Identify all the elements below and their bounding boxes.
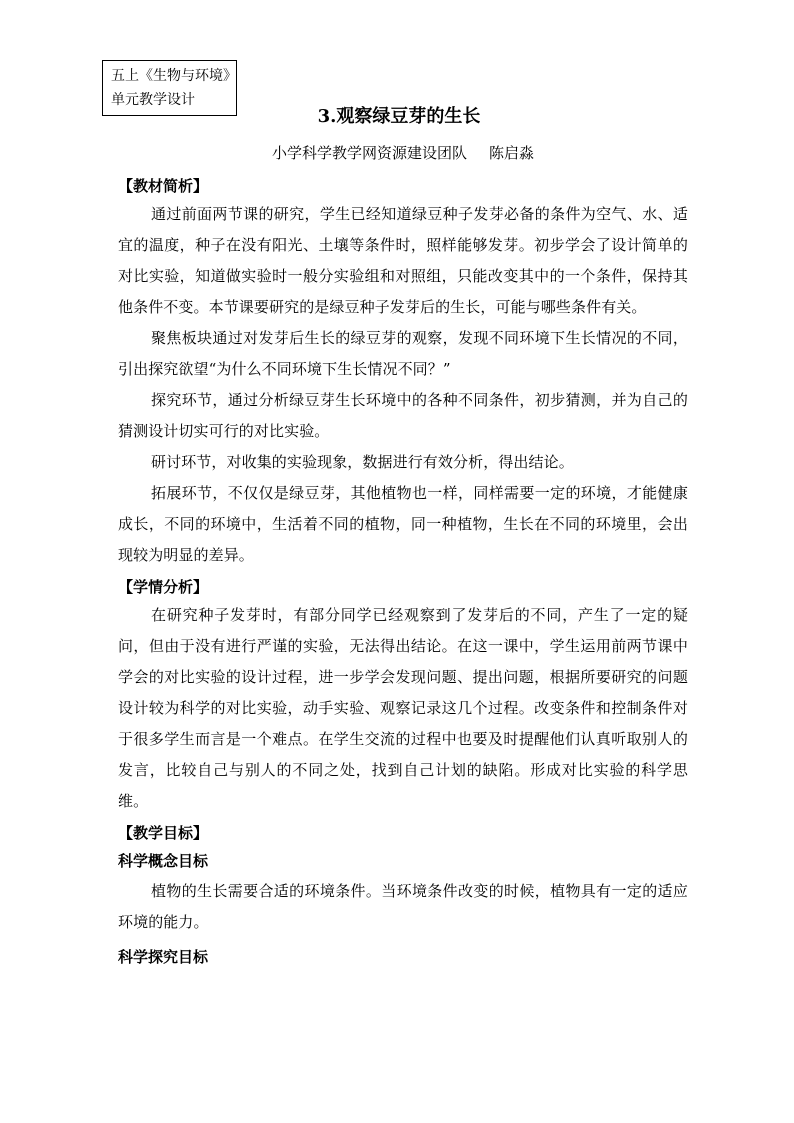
lesson-title-text: 3.观察绿豆芽的生长 bbox=[317, 106, 481, 127]
learner-analysis-paragraph: 在研究种子发芽时，有部分同学已经观察到了发芽后的不同，产生了一定的疑问，但由于没有进行严谨的实验，无法得出结论。在这一课中，学生运用前两节课中学会的对比实验的设计过程，进一步学会发现问题、提出问题，根据所要研究的问题设计较为科学的对比实验，动手实验、观察记录这几个过程。改变条件和控制条件对于很多学生而言是一个难点。在学生交流的过程中也要及时提醒他们认真听取别人的发言，比较自己与别人的不同之处，找到自己计划的缺陷。形成对比实验的科学思维。 bbox=[118, 606, 688, 810]
learner-analysis-heading: 【学情分析】 bbox=[118, 578, 209, 596]
textbook-paragraph-2: 聚焦板块通过对发芽后生长的绿豆芽的观察，发现不同环境下生长情况的不同，引出探究欲望“为什么不同环境下生长情况不同？” bbox=[118, 329, 688, 378]
author-line bbox=[272, 140, 534, 166]
author-name: 陈启淼 bbox=[489, 144, 535, 162]
science-concept-goal-heading: 科学概念目标 bbox=[118, 852, 209, 870]
textbook-analysis-heading: 【教材简析】 bbox=[118, 177, 209, 195]
textbook-paragraph-1: 通过前面两节课的研究，学生已经知道绿豆种子发芽必备的条件为空气、水、适宜的温度，种子在没有阳光、土壤等条件时，照样能够发芽。初步学会了设计简单的对比实验，知道做实验时一般分实验组和对照组，只能改变其中的一个条件，保持其他条件不变。本节课要研究的是绿豆种子发芽后的生长，可能与哪些条件有关。 bbox=[118, 205, 688, 316]
science-concept-goal-paragraph: 植物的生长需要合适的环境条件。当环境条件改变的时候，植物具有一定的适应环境的能力。 bbox=[118, 882, 688, 931]
lesson-title bbox=[0, 102, 794, 132]
textbook-paragraph-5: 拓展环节，不仅仅是绿豆芽，其他植物也一样，同样需要一定的环境，才能健康成长，不同的环境中，生活着不同的植物，同一种植物，生长在不同的环境里，会出现较为明显的差异。 bbox=[118, 484, 688, 564]
unit-label-line2: 单元教学设计 bbox=[111, 92, 195, 108]
science-inquiry-goal-heading: 科学探究目标 bbox=[118, 948, 209, 966]
document-body bbox=[118, 173, 688, 972]
unit-label-line1: 五上《生物与环境》 bbox=[111, 68, 237, 84]
author-team: 小学科学教学网资源建设团队 bbox=[272, 144, 468, 162]
textbook-paragraph-4: 研讨环节，对收集的实验现象，数据进行有效分析，得出结论。 bbox=[151, 453, 574, 471]
textbook-paragraph-3: 探究环节，通过分析绿豆芽生长环境中的各种不同条件，初步猜测，并为自己的猜测设计切实可行的对比实验。 bbox=[118, 391, 688, 440]
teaching-goals-heading: 【教学目标】 bbox=[118, 824, 209, 842]
